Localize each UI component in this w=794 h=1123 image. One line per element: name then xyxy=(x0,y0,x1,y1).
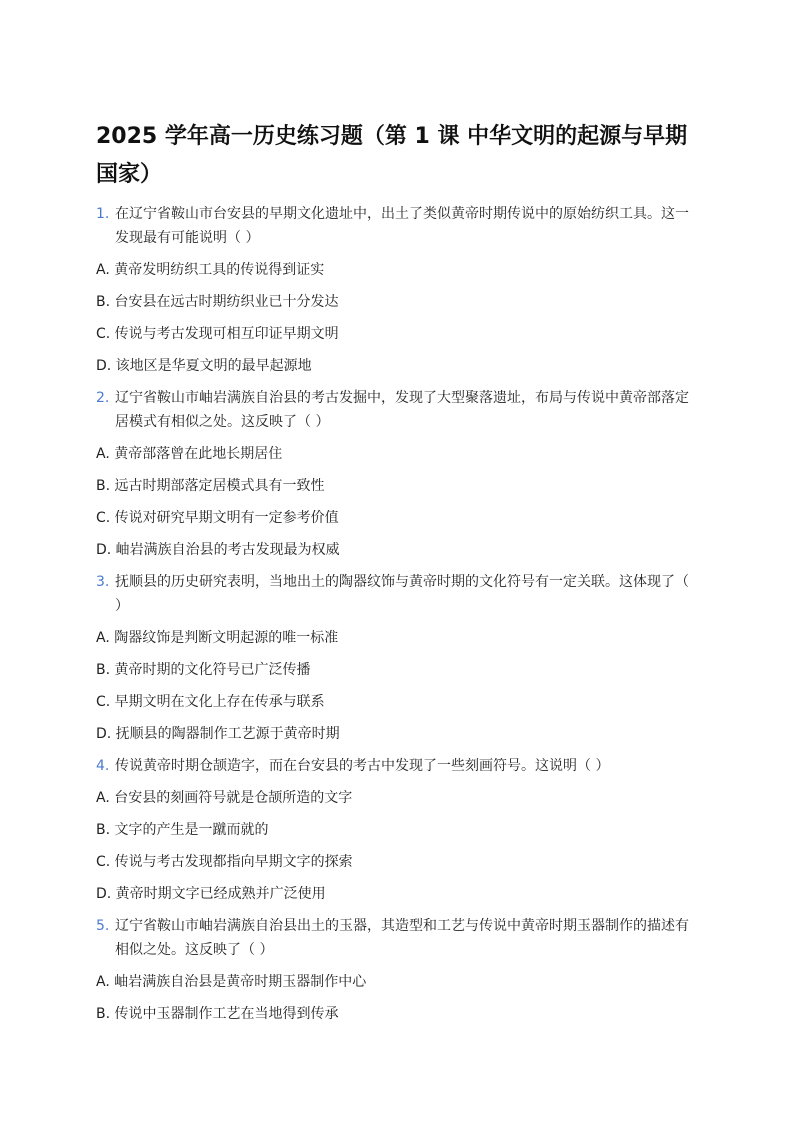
question-number: 2. xyxy=(96,390,110,406)
option-a: A. 台安县的刻画符号就是仓颉所造的文字 xyxy=(96,790,353,806)
question-text: 抚顺县的历史研究表明，当地出土的陶器纹饰与黄帝时期的文化符号有一定关联。这体现了（ ） xyxy=(115,574,689,614)
option-a: A. 黄帝发明纺织工具的传说得到证实 xyxy=(96,262,325,278)
option-a: A. 陶器纹饰是判断文明起源的唯一标准 xyxy=(96,630,339,646)
question-number: 4. xyxy=(96,758,110,774)
option-b: B. 远古时期部落定居模式具有一致性 xyxy=(96,478,325,494)
option-b: B. 文字的产生是一蹴而就的 xyxy=(96,822,269,838)
option-d: D. 该地区是华夏文明的最早起源地 xyxy=(96,358,312,374)
question-5 xyxy=(96,914,698,962)
document-title: 2025 学年高一历史练习题（第 1 课 中华文明的起源与早期国家） xyxy=(96,124,688,187)
option-b: B. 台安县在远古时期纺织业已十分发达 xyxy=(96,294,339,310)
question-text: 辽宁省鞍山市岫岩满族自治县出土的玉器，其造型和工艺与传说中黄帝时期玉器制作的描述有相似之处。这反映了（ ） xyxy=(115,918,689,958)
question-list xyxy=(96,202,698,1026)
question-1 xyxy=(96,202,698,250)
question-4 xyxy=(96,754,698,778)
question-text: 辽宁省鞍山市岫岩满族自治县的考古发掘中，发现了大型聚落遗址，布局与传说中黄帝部落定居模式有相似之处。这反映了（ ） xyxy=(115,390,689,430)
option-d: D. 黄帝时期文字已经成熟并广泛使用 xyxy=(96,886,326,902)
option-b: B. 黄帝时期的文化符号已广泛传播 xyxy=(96,662,311,678)
question-2 xyxy=(96,386,698,434)
option-a: A. 岫岩满族自治县是黄帝时期玉器制作中心 xyxy=(96,974,367,990)
option-b: B. 传说中玉器制作工艺在当地得到传承 xyxy=(96,1006,339,1022)
option-c: C. 传说与考古发现都指向早期文字的探索 xyxy=(96,854,353,870)
question-number: 3. xyxy=(96,574,110,590)
question-text: 传说黄帝时期仓颉造字，而在台安县的考古中发现了一些刻画符号。这说明（ ） xyxy=(115,758,610,774)
option-d: D. 岫岩满族自治县的考古发现最为权威 xyxy=(96,542,340,558)
question-number: 5. xyxy=(96,918,110,934)
question-text: 在辽宁省鞍山市台安县的早期文化遗址中，出土了类似黄帝时期传说中的原始纺织工具。这一发现最有可能说明（ ） xyxy=(115,206,689,246)
question-3 xyxy=(96,570,698,618)
option-d: D. 抚顺县的陶器制作工艺源于黄帝时期 xyxy=(96,726,340,742)
question-number: 1. xyxy=(96,206,110,222)
option-a: A. 黄帝部落曾在此地长期居住 xyxy=(96,446,283,462)
option-c: C. 传说与考古发现可相互印证早期文明 xyxy=(96,326,339,342)
option-c: C. 早期文明在文化上存在传承与联系 xyxy=(96,694,325,710)
option-c: C. 传说对研究早期文明有一定参考价值 xyxy=(96,510,339,526)
